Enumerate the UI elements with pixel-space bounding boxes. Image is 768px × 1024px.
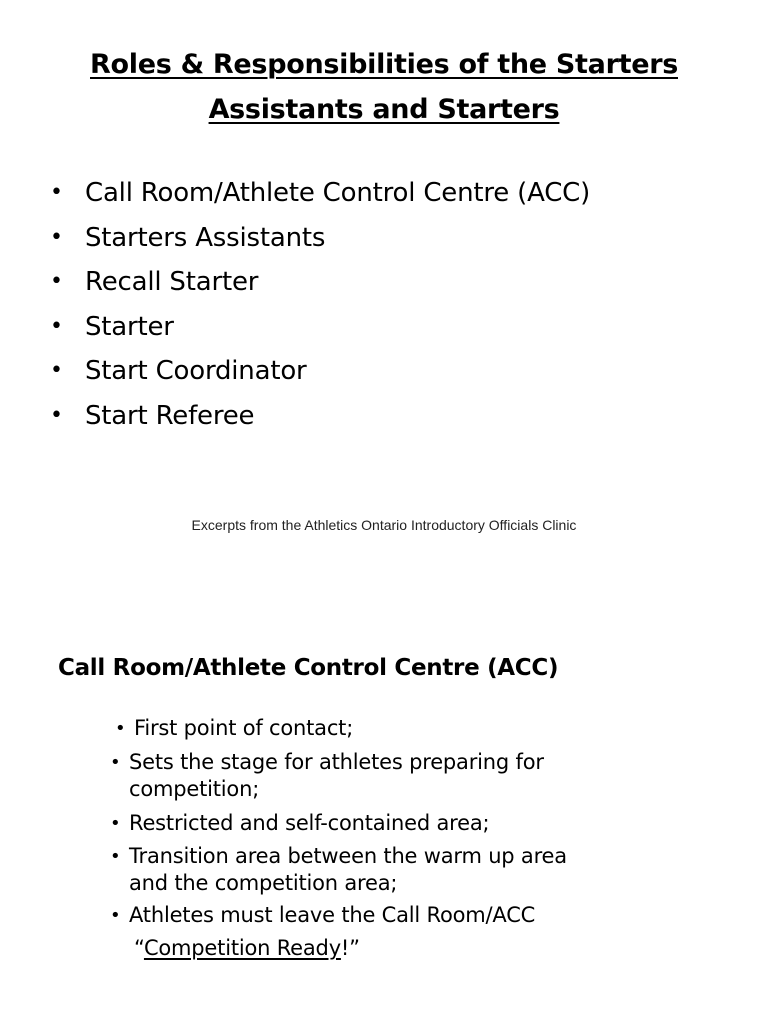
acc-point <box>115 715 354 742</box>
bullet-icon: • <box>110 752 121 773</box>
role-label: Call Room/Athlete Control Centre (ACC) <box>85 178 591 208</box>
acc-point-text: First point of contact; <box>134 716 354 740</box>
competition-ready-line <box>134 935 360 962</box>
competition-ready-emphasis: Competition Ready <box>143 936 341 960</box>
bullet-icon: • <box>110 846 121 867</box>
acc-point-text: Transition area between the warm up area <box>129 844 567 868</box>
bullet-icon: • <box>50 313 63 339</box>
acc-point <box>110 843 567 870</box>
acc-point-text: Restricted and self-contained area; <box>129 811 490 835</box>
source-caption: Excerpts from the Athletics Ontario Introductory Officials Clinic <box>191 517 577 533</box>
close-quote: !” <box>340 936 360 960</box>
bullet-icon: • <box>110 905 121 926</box>
page-title-line-2: Assistants and Starters <box>208 94 560 125</box>
section-heading: Call Room/Athlete Control Centre (ACC) <box>58 655 559 681</box>
acc-point-continuation: and the competition area; <box>129 871 398 895</box>
role-label: Starter <box>85 311 174 342</box>
role-label: Recall Starter <box>85 267 259 297</box>
bullet-icon: • <box>115 718 126 739</box>
acc-point <box>110 902 536 929</box>
bullet-icon: • <box>50 224 63 250</box>
acc-point <box>110 810 490 837</box>
role-label: Starters Assistants <box>85 222 326 253</box>
acc-point-continuation: competition; <box>129 777 260 801</box>
page-title-line-1: Roles & Responsibilities of the Starters <box>90 49 678 80</box>
open-quote: “ <box>134 936 144 960</box>
acc-point <box>110 749 544 776</box>
bullet-icon: • <box>50 402 63 428</box>
bullet-icon: • <box>110 813 121 834</box>
role-label: Start Coordinator <box>85 356 307 386</box>
acc-point-text: Athletes must leave the Call Room/ACC <box>129 903 536 927</box>
role-label: Start Referee <box>85 400 255 431</box>
bullet-icon: • <box>50 358 63 383</box>
bullet-icon: • <box>50 180 63 205</box>
bullet-icon: • <box>50 269 63 294</box>
acc-point-text: Sets the stage for athletes preparing for <box>129 750 544 774</box>
